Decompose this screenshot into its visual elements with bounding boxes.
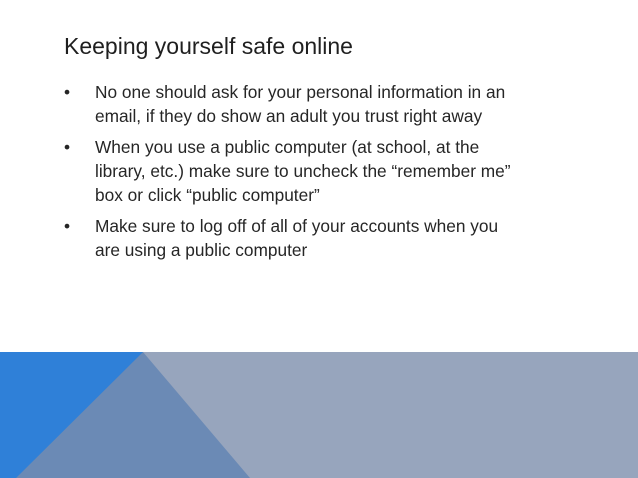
bullet-line: When you use a public computer (at school, at the	[95, 137, 480, 157]
bullet-symbol: •	[64, 137, 71, 157]
bullet-symbol: •	[64, 82, 71, 102]
bullet-line: No one should ask for your personal information in an	[95, 82, 506, 102]
bullet-line: box or click “public computer”	[95, 185, 320, 205]
bullet-item	[64, 214, 594, 262]
bullet-line: Make sure to log off of all of your accounts when you	[95, 216, 499, 236]
bullet-item	[64, 135, 594, 207]
slide-title: Keeping yourself safe online	[64, 33, 353, 59]
bullet-line: are using a public computer	[95, 240, 308, 260]
bullet-line: email, if they do show an adult you trust right away	[95, 106, 483, 126]
decorative-band	[0, 352, 638, 478]
bullet-item	[64, 80, 594, 128]
bullet-symbol: •	[64, 216, 71, 236]
bullet-line: library, etc.) make sure to uncheck the “remember me”	[95, 161, 511, 181]
bullet-list	[64, 80, 594, 269]
